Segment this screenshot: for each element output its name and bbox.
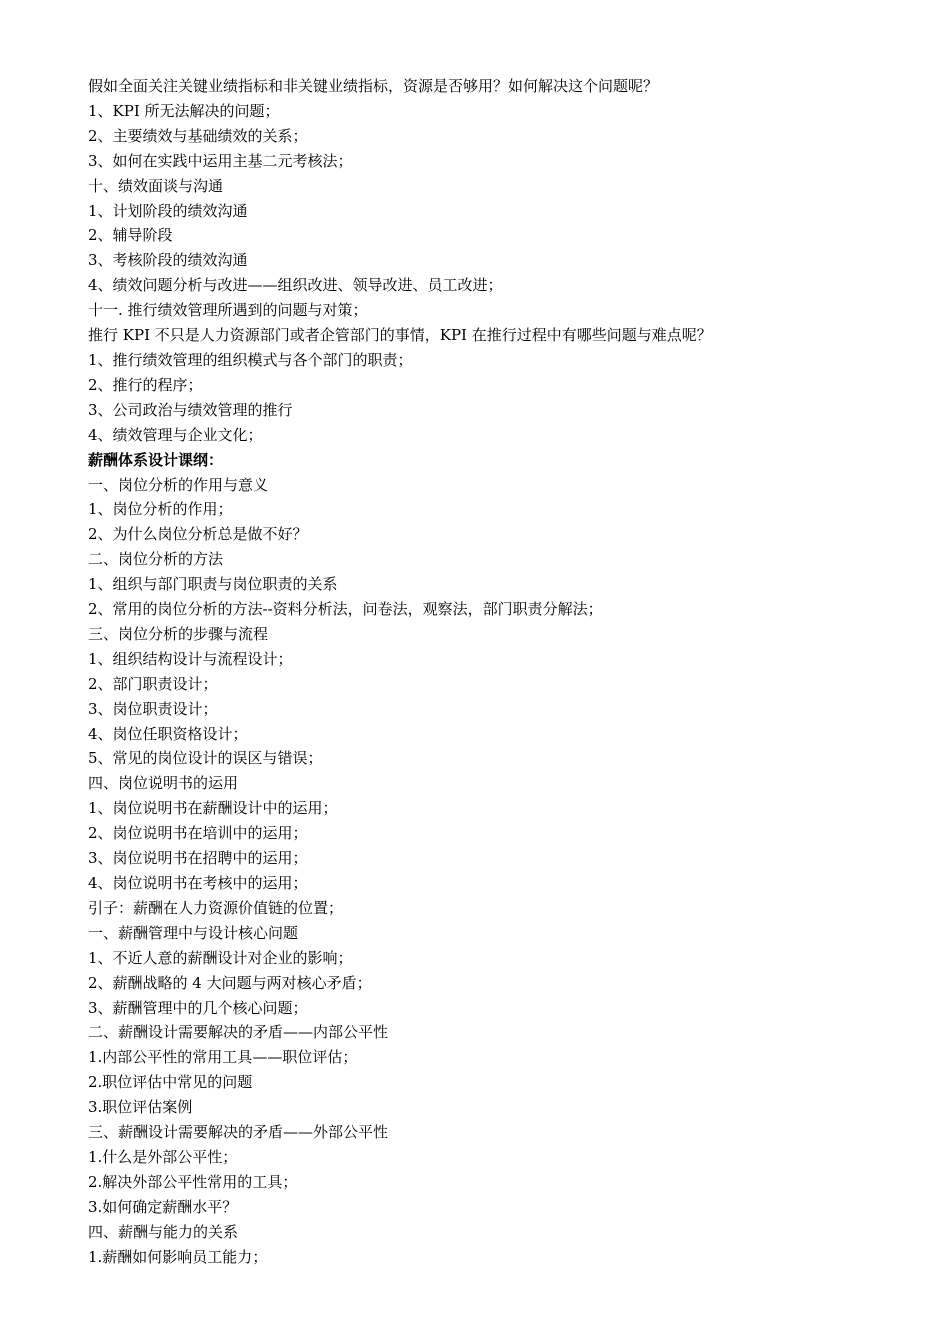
text-line: 二、薪酬设计需要解决的矛盾——内部公平性 bbox=[88, 1023, 389, 1042]
text-line: 3.如何确定薪酬水平？ bbox=[88, 1197, 238, 1216]
text-line: 三、岗位分析的步骤与流程 bbox=[88, 624, 269, 643]
text-line: 1.内部公平性的常用工具——职位评估； bbox=[88, 1048, 358, 1067]
text-line: 十、绩效面谈与沟通 bbox=[88, 176, 224, 195]
text-line: 1、岗位分析的作用； bbox=[88, 500, 233, 519]
text-line: 1、不近人意的薪酬设计对企业的影响； bbox=[88, 948, 353, 967]
text-line: 2、为什么岗位分析总是做不好？ bbox=[88, 525, 308, 544]
text-line: 三、薪酬设计需要解决的矛盾——外部公平性 bbox=[88, 1123, 389, 1142]
text-line: 1.什么是外部公平性； bbox=[88, 1147, 238, 1166]
text-line: 引子：薪酬在人力资源价值链的位置； bbox=[88, 898, 344, 917]
text-line: 一、薪酬管理中与设计核心问题 bbox=[88, 923, 299, 942]
text-line: 1、推行绩效管理的组织模式与各个部门的职责； bbox=[88, 350, 413, 369]
text-line: 1、KPI 所无法解决的问题； bbox=[88, 101, 280, 120]
text-line: 1、计划阶段的绩效沟通 bbox=[88, 201, 248, 220]
text-line: 1、组织与部门职责与岗位职责的关系 bbox=[88, 575, 338, 594]
text-line: 十一. 推行绩效管理所遇到的问题与对策； bbox=[88, 301, 368, 320]
text-line: 2、辅导阶段 bbox=[88, 226, 173, 245]
text-line: 2、薪酬战略的 4 大问题与两对核心矛盾； bbox=[88, 973, 372, 992]
text-line: 推行 KPI 不只是人力资源部门或者企管部门的事情，KPI 在推行过程中有哪些问题与难点呢？ bbox=[88, 326, 712, 345]
text-line: 4、岗位任职资格设计； bbox=[88, 724, 248, 743]
text-line: 2、岗位说明书在培训中的运用； bbox=[88, 824, 308, 843]
text-line: 1.薪酬如何影响员工能力； bbox=[88, 1247, 268, 1266]
text-line: 4、绩效问题分析与改进——组织改进、领导改进、员工改进； bbox=[88, 276, 503, 295]
text-line: 3、公司政治与绩效管理的推行 bbox=[88, 400, 293, 419]
text-line: 二、岗位分析的方法 bbox=[88, 550, 224, 569]
text-line: 3.职位评估案例 bbox=[88, 1098, 193, 1117]
text-line: 2.职位评估中常见的问题 bbox=[88, 1073, 253, 1092]
text-line: 3、如何在实践中运用主基二元考核法； bbox=[88, 151, 353, 170]
text-line: 假如全面关注关键业绩指标和非关键业绩指标，资源是否够用？如何解决这个问题呢？ bbox=[88, 77, 659, 95]
text-line: 四、岗位说明书的运用 bbox=[88, 774, 239, 793]
text-line: 3、薪酬管理中的几个核心问题； bbox=[88, 998, 308, 1017]
text-line: 一、岗位分析的作用与意义 bbox=[88, 475, 269, 494]
text-line: 1、岗位说明书在薪酬设计中的运用； bbox=[88, 799, 338, 818]
text-line: 2.解决外部公平性常用的工具； bbox=[88, 1172, 298, 1191]
text-line: 2、主要绩效与基础绩效的关系； bbox=[88, 126, 308, 145]
text-line: 3、岗位职责设计； bbox=[88, 699, 218, 718]
section-heading: 薪酬体系设计课纲： bbox=[88, 450, 224, 469]
text-line: 四、薪酬与能力的关系 bbox=[88, 1222, 239, 1241]
text-line: 1、组织结构设计与流程设计； bbox=[88, 649, 293, 668]
text-line: 3、岗位说明书在招聘中的运用； bbox=[88, 849, 308, 868]
text-line: 5、常见的岗位设计的误区与错误； bbox=[88, 749, 323, 768]
document-body bbox=[88, 74, 888, 1270]
text-line: 2、部门职责设计； bbox=[88, 674, 218, 693]
text-line: 4、绩效管理与企业文化； bbox=[88, 425, 263, 444]
text-line: 2、常用的岗位分析的方法--资料分析法，问卷法，观察法，部门职责分解法； bbox=[88, 600, 603, 619]
text-line: 4、岗位说明书在考核中的运用； bbox=[88, 874, 308, 892]
text-line: 2、推行的程序； bbox=[88, 375, 203, 394]
text-line: 3、考核阶段的绩效沟通 bbox=[88, 251, 248, 270]
